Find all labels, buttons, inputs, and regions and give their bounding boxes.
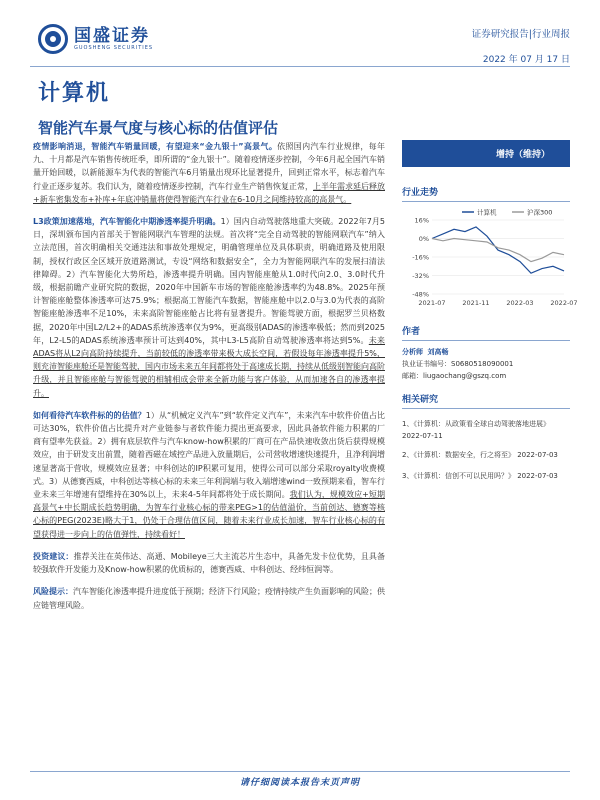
y-tick-label: -48% [412,290,429,299]
related-item[interactable] [402,450,570,461]
related-date: 2022-07-03 [517,472,558,480]
authors-divider [402,340,570,341]
logo-cn: 国盛证券 [74,25,150,46]
paragraph-text: 汽车智能化渗透率提升进度低于预期；经济下行风险；疫情持续产生负面影响的风险；供应链管理风险。 [33,587,385,610]
email-label: 邮箱： [402,372,423,380]
paragraph-text: 推荐关注在英伟达、高通、Mobileye三大主流芯片生态中，具备先发卡位优势，且具备较强软件开发能力及Know-how积累的优质标的，德赛西威、中科创达、经纬恒润等。 [33,551,385,575]
logo-en: GUOSHENG SECURITIES [74,44,154,51]
trend-chart-svg [402,206,578,310]
analyst-label: 分析师 [402,348,423,356]
related-date: 2022-07-11 [402,432,443,440]
sidebar [402,140,578,482]
analyst-name: 刘高畅 [427,348,449,356]
company-logo [38,24,153,54]
email-line [402,370,570,382]
report-title: 智能汽车景气度与核心标的估值评估 [38,119,279,137]
report-header [0,0,600,66]
trend-divider [402,201,570,202]
related-list [402,419,570,482]
series-line-0 [432,227,564,273]
paragraph-policy [33,215,385,400]
x-tick-label: 2021-11 [462,299,490,307]
related-item-text: 2、《计算机：数据安全，行之将至》 [402,451,515,459]
rating-label: 增持（维持） [495,150,550,160]
license-number: S0680518090001 [451,360,514,368]
paragraph-investment [33,550,385,576]
footer-divider [30,771,570,772]
x-tick-label: 2022-07 [550,299,578,307]
paragraph-risk [33,585,385,611]
license-line [402,358,570,370]
report-date: 2022 年 07 月 17 日 [482,55,570,65]
paragraph-valuation [33,409,385,541]
legend-label: 沪深300 [527,208,553,217]
y-tick-label: 16% [414,216,429,225]
report-category: 计算机 [38,81,111,106]
rating-badge [402,140,570,167]
x-tick-label: 2022-03 [506,299,534,307]
legend-label: 计算机 [477,208,497,217]
paragraph-outlook [33,140,385,206]
related-item[interactable] [402,471,570,482]
x-tick-label: 2021-07 [418,299,446,307]
paragraph-lead: 疫情影响消退，智能汽车销量回暖，有望迎来“金九银十”高景气。 [33,142,278,151]
related-item-text: 3、《计算机：信创不可以民用吗？》 [402,472,515,480]
main-body [33,140,385,621]
related-item[interactable]: 1、《计算机：从政策看全球自动驾驶落地进展》 [402,420,550,428]
paragraph-lead: L3政策加速落地，汽车智能化中期渗透率提升明确。 [33,217,221,227]
paragraph-lead: 如何看待汽车软件标的的估值？ [33,410,146,420]
paragraph-text: 1）国内自动驾驶落地重大突破。2022年7月5日，深圳颁布国内首部关于智能网联汽车管理的法规。首次将“完全自动驾驶的智能网联汽车”纳入立法范围，首次明确相关交通违法和事故处理规定，明确管理单位及具体职责，明确道路及使用限制，授权行政区全区域开放道路测试，专设“网络和数据安全”，全力为智能网联汽车的发展扫清法律障碍。2）汽车智能化大势所趋，渗透率提升明确。国内智能座舱从1.0时代向2.0、3.0时代升级，根据前瞻产业研究院的数据，2020年中国新车市场的智能座舱渗透率约为48.8%。2025年预计智能座舱整体渗透率可达75.9%；根据高工智能汽车数据，智能座舱中以2.0与3.0为代表的高阶智能座舱渗透率不足10%，未来高阶智能座舱占比将有显著提升。智能驾驶方面，根据罗兰贝格数据，2020年中国L2/L2+的ADAS系统渗透率仅为9%，更高级别ADAS的渗透率极低；然而到2025年，L2-L5的ADAS系统渗透率预计可达到40%，其中L3-L5高阶自动驾驶渗透率将达到5%。 [33,217,385,345]
header-divider [30,66,570,67]
y-tick-label: 0% [418,235,429,243]
paragraph-underline: 上半年需求延后释放+新车密集发布+补库+年底冲销量将使得智能汽车行业在6-10月之间维持较高的高景气。 [33,181,385,204]
license-label: 执业证书编号： [402,360,451,368]
trend-chart [402,206,578,310]
analyst-line [402,346,570,358]
authors-title: 作者 [402,327,421,337]
email-address[interactable]: liugaochang@gszq.com [423,372,507,380]
footer-disclaimer: 请仔细阅读本报告末页声明 [239,778,360,788]
related-date: 2022-07-03 [517,451,558,459]
related-title: 相关研究 [402,395,439,405]
paragraph-text: 1）从“机械定义汽车”到“软件定义汽车”，未来汽车中软件价值占比可达30%，软件价值占比提升对产业链参与者软件能力提出更高要求，因此具备软件能力积累的厂商有望率先获益。2）拥有底层软件与汽车know-how积累的厂商可在产品快速收敛出货后获得规模效应，由于研发支出前置，随着西磁在域控产品进入放量期后，公司营收增速快速提升，且净利润增速显著高于营收，规模效应显著；中科创达的IP积累可复用，使得公司可以部分采取royalty收费模式。3）从德赛西威，中科创达等核心标的未来三年利润端与收入端增速wind一致预期来看，智车行业未来三年增速有望维持在30%以上，未来4-5年间都将处于成长期间。 [33,410,386,500]
related-divider [402,408,570,409]
paragraph-underline: 未来ADAS将从L2向高阶持续提升，当前较低的渗透率带来极大成长空间，若假设每年渗透率提升5%，则充沛智能座舱还是智能驾驶，国内市场未来五年间都将处于高速成长期，持续从低级别智能向高阶升级，并且智能座舱与智能驾驶的相辅相成会带来全新功能与客户体验，从而加速各自的渗透率提升。 [33,335,385,398]
paragraph-text: 依照国内汽车行业规律，每年九、十月都是汽车销售传统旺季，即所谓的“金九银十”。随着疫情逐步控制，今年6月起全国汽车销量开始回暖，以新能源车为代表的智能汽车6月销量出现环比显著提升，回到正常水平，标志着汽车行业正逐步复苏。我们认为，随着疫情逐步控制，汽车行业生产销售恢复正常， [33,142,386,191]
trend-title: 行业走势 [402,188,439,198]
paragraph-lead: 投资建议： [33,551,74,561]
y-tick-label: -32% [412,272,429,280]
report-type: 证券研究报告|行业周报 [471,29,570,40]
paragraph-underline: 我们认为，规模效应+短期高景气+中长期成长趋势明确，为智车行业核心标的带来PEG>1的估值溢价，当前创达、德赛等核心标的PEG(2023E)略大于1，仍处于合理估值区间，随着未来行业成长加速，智车行业核心标的有望获得进一步向上的估值弹性，持续看好！ [33,490,385,539]
y-tick-label: -16% [412,253,429,262]
paragraph-lead: 风险提示： [33,587,73,597]
logo-icon [38,24,68,54]
